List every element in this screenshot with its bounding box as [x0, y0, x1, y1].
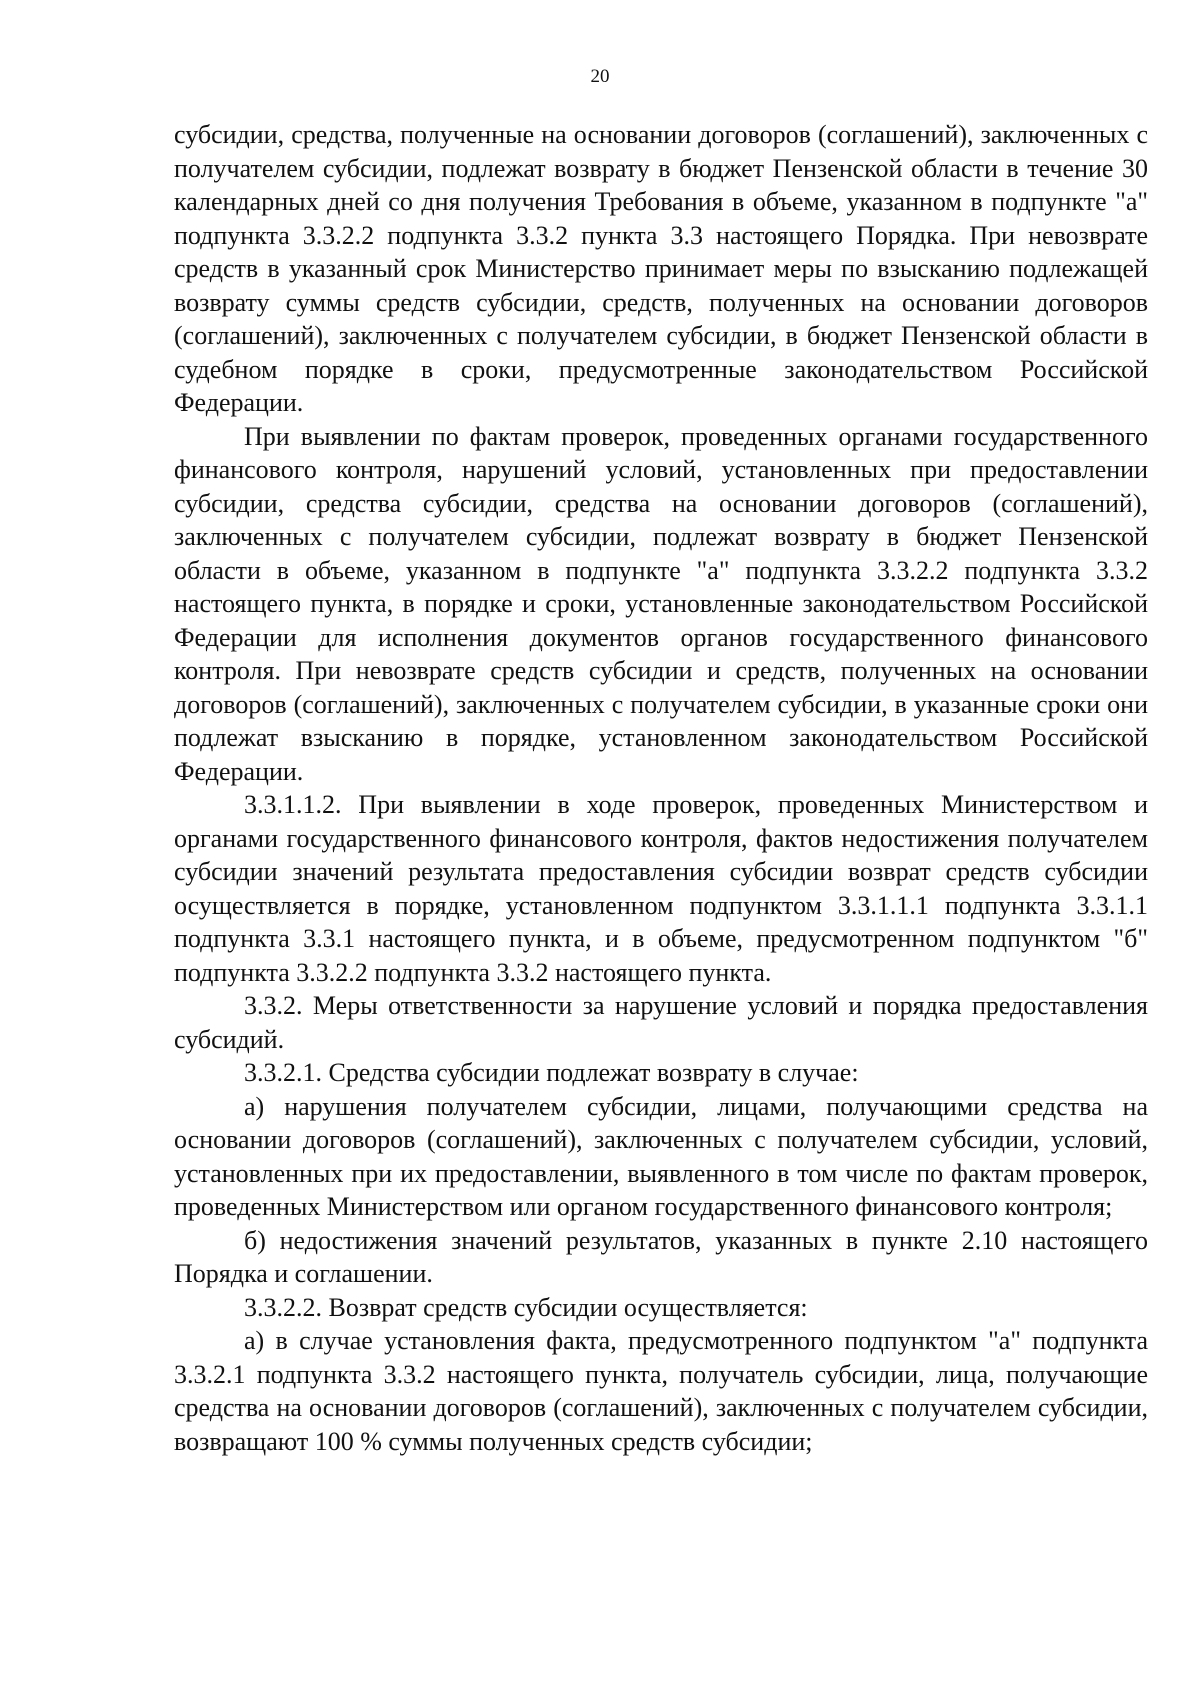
paragraph-3-3-2-2: 3.3.2.2. Возврат средств субсидии осуществляется: [244, 1292, 808, 1322]
paragraph-3-3-2-2-a: а) в случае установления факта, предусмотренного подпунктом "а" подпункта 3.3.2.1 подпункта 3.3.2 настоящего пункта, получатель субсидии, лица, получающие средства на основании договоров (соглашений), заключенных с получателем субсидии, возвращают 100 % суммы полученных средств субсидии; [174, 1326, 1148, 1456]
paragraph-3-3-2: 3.3.2. Меры ответственности за нарушение условий и порядка предоставления субсидий. [174, 991, 1148, 1054]
paragraph-control-violations: При выявлении по фактам проверок, проведенных органами государственного финансового контроля, нарушений условий, установленных при предоставлении субсидии, средства субсидии, средства на основании договоров (соглашений), заключенных с получателем субсидии, подлежат возврату в бюджет Пензенской области в объеме, указанном в подпункте "а" подпункта 3.3.2.2 подпункта 3.3.2 настоящего пункта, в порядке и сроки, установленные законодательством Российской Федерации для исполнения документов органов государственного финансового контроля. При невозврате средств субсидии и средств, полученных на основании договоров (соглашений), заключенных с получателем субсидии, в указанные сроки они подлежат взысканию в порядке, установленном законодательством Российской Федерации. [174, 421, 1148, 786]
paragraph-3-3-1-1-2: 3.3.1.1.2. При выявлении в ходе проверок, проведенных Министерством и органами государственного финансового контроля, фактов недостижения получателем субсидии значений результата предоставления субсидии возврат средств субсидии осуществляется в порядке, установленном подпунктом 3.3.1.1.1 подпункта 3.3.1.1 подпункта 3.3.1 настоящего пункта, и в объеме, предусмотренном подпунктом "б" подпункта 3.3.2.2 подпункта 3.3.2 настоящего пункта. [174, 790, 1148, 987]
paragraph-3-3-2-1-a: а) нарушения получателем субсидии, лицами, получающими средства на основании договоров (соглашений), заключенных с получателем субсидии, условий, установленных при их предоставлении, выявленного в том числе по фактам проверок, проведенных Министерством или органом государственного финансового контроля; [174, 1091, 1148, 1221]
paragraph-3-3-2-1-b: б) недостижения значений результатов, указанных в пункте 2.10 настоящего Порядка и соглашении. [174, 1225, 1148, 1288]
paragraph-continuation: субсидии, средства, полученные на основании договоров (соглашений), заключенных с получателем субсидии, подлежат возврату в бюджет Пензенской области в течение 30 календарных дней со дня получения Требования в объеме, указанном в подпункте "а" подпункта 3.3.2.2 подпункта 3.3.2 пункта 3.3 настоящего Порядка. При невозврате средств в указанный срок Министерство принимает меры по взысканию подлежащей возврату суммы средств субсидии, средств, полученных на основании договоров (соглашений), заключенных с получателем субсидии, в бюджет Пензенской области в судебном порядке в сроки, предусмотренные законодательством Российской Федерации. [174, 120, 1148, 417]
paragraph-3-3-2-1: 3.3.2.1. Средства субсидии подлежат возврату в случае: [244, 1058, 859, 1087]
page-number: 20 [590, 66, 610, 87]
document-body [174, 118, 1148, 1458]
